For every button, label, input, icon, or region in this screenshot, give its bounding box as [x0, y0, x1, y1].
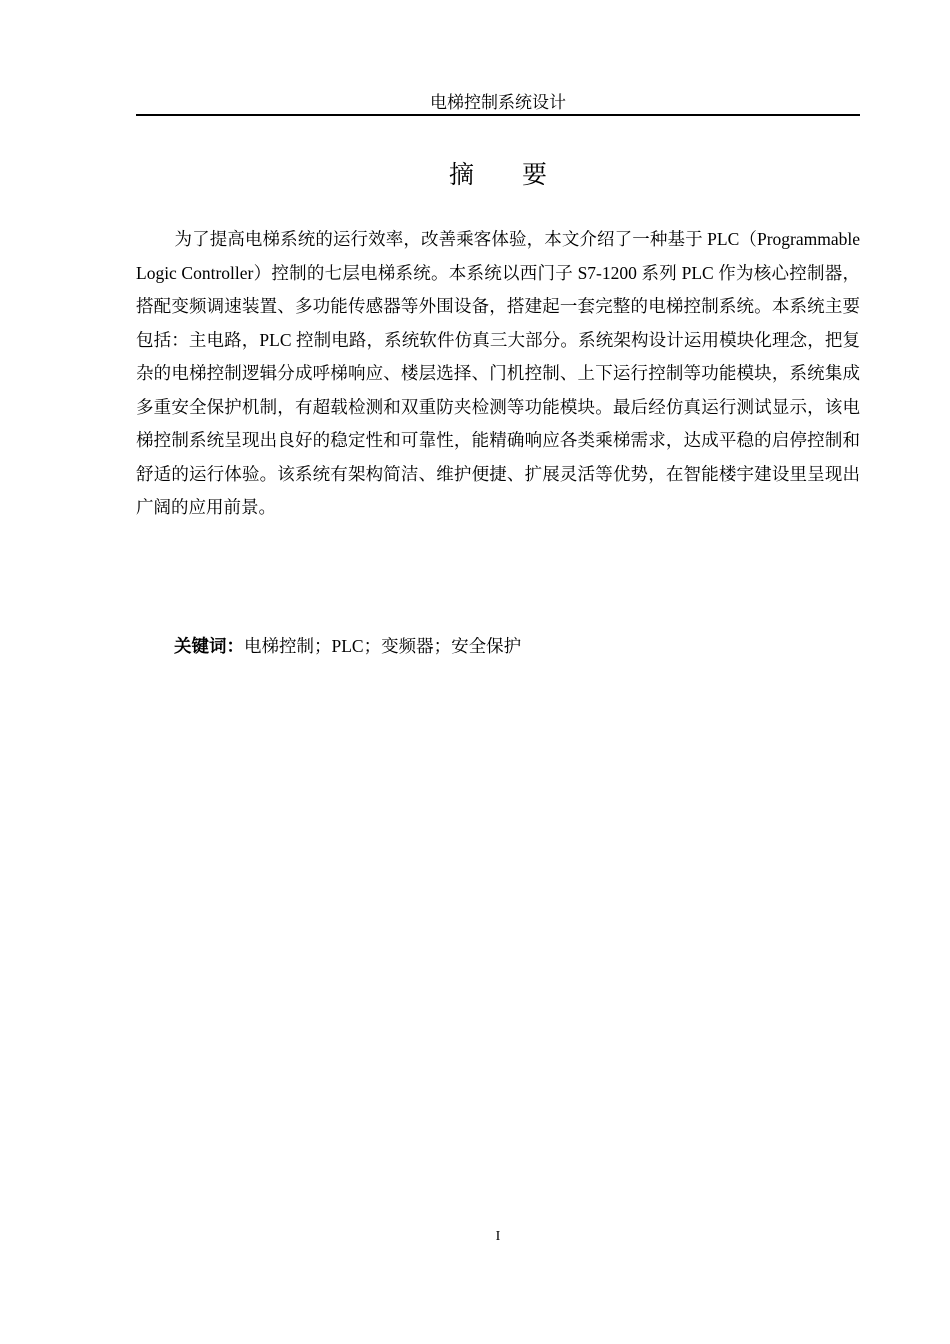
running-header: 电梯控制系统设计 [136, 92, 860, 116]
abstract-title: 摘 要 [449, 160, 567, 189]
keywords-line [174, 630, 860, 663]
page-number: I [495, 1229, 501, 1244]
abstract-body: 为了提高电梯系统的运行效率，改善乘客体验，本文介绍了一种基于 PLC（Programmable Logic Controller）控制的七层电梯系统。本系统以西门子 S7-1200 系列 PLC 作为核心控制器，搭配变频调速装置、多功能传感器等外围设备，搭建起一套完整的电梯控制系统。本系统主要包括：主电路，PLC 控制电路，系统软件仿真三大部分。系统架构设计运用模块化理念，把复杂的电梯控制逻辑分成呼梯响应、楼层选择、门机控制、上下运行控制等功能模块，系统集成多重安全保护机制，有超载检测和双重防夹检测等功能模块。最后经仿真运行测试显示，该电梯控制系统呈现出良好的稳定性和可靠性，能精确响应各类乘梯需求，达成平稳的启停控制和舒适的运行体验。该系统有架构简洁、维护便捷、扩展灵活等优势，在智能楼宇建设里呈现出广阔的应用前景。 [136, 229, 860, 517]
keywords-label: 关键词： [174, 636, 244, 656]
keywords-text: 电梯控制；PLC；变频器；安全保护 [244, 636, 522, 656]
